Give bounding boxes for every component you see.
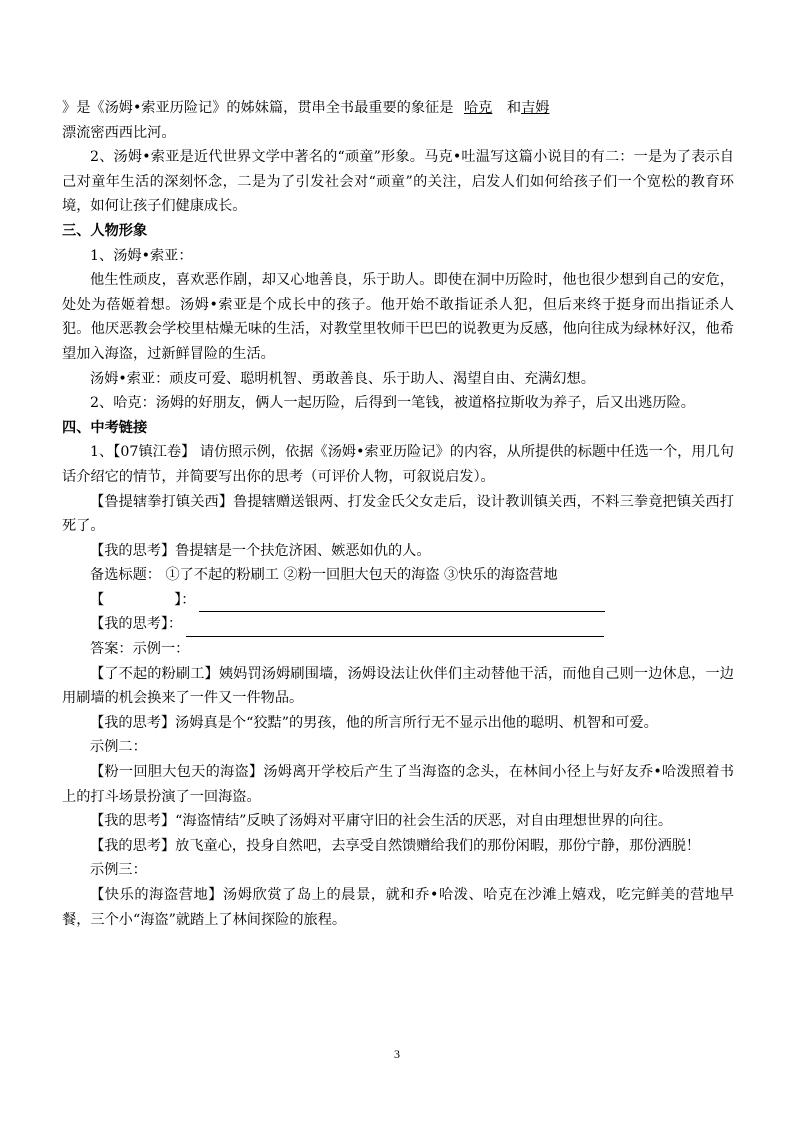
paragraph-example-3-label: 示例三：	[90, 862, 147, 879]
paragraph-tom-traits: 汤姆•索亚：顽皮可爱、聪明机智、勇敢善良、乐于助人、渴望自由、充满幻想。	[90, 370, 595, 387]
paragraph-example-2-label: 示例二：	[90, 739, 147, 756]
paragraph-answer-2-thought: 【我的思考】“海盗情结”反映了汤姆对平庸守旧的社会生活的厌恶，对自由理想世界的向往。	[90, 813, 673, 830]
bracket-close: 】：	[174, 591, 196, 608]
section-heading-characters: 三、人物形象	[62, 222, 148, 239]
my-thought-label: 【我的思考】：	[90, 616, 183, 633]
paragraph-huck: 2、哈克：汤姆的好朋友，俩人一起历险，后得到一笔钱，被道格拉斯收为养子，后又出逃历险。	[90, 395, 695, 412]
paragraph-answer-label: 答案：示例一：	[90, 641, 190, 658]
paragraph-tom-description: 他生性顽皮，喜欢恶作剧，却又心地善良，乐于助人。即使在洞中历险时，他也很少想到自己的安危，处处为蓓姬着想。汤姆•索亚是个成长中的孩子。他开始不敢指证杀人犯，但后来终于挺身而出指证杀人犯。他厌恶教会学校里枯燥无味的生活，对教堂里牧师干巴巴的说教更为反感，他向往成为绿林好汉，他希望加入海盗，过新鲜冒险的生活。	[62, 272, 734, 362]
section-heading-exam: 四、中考链接	[62, 419, 148, 436]
paragraph-answer-1-thought: 【我的思考】汤姆真是个“狡黠”的男孩，他的所言所行无不显示出他的聪明、机智和可爱。	[90, 714, 658, 731]
paragraph-example-title: 【鲁提辖拳打镇关西】鲁提辖赠送银两、打发金氏父女走后，设计教训镇关西，不料三拳竟把镇关西打死了。	[62, 493, 734, 535]
subheading-tom: 1、汤姆•索亚：	[90, 247, 193, 264]
paragraph-line-2: 漂流密西西比河。	[62, 124, 176, 141]
paragraph-exam-question: 1、【07镇江卷】 请仿照示例，依据《汤姆•索亚历险记》的内容，从所提供的标题中任选一个，用几句话介绍它的情节，并简要写出你的思考（可评价人物，可叙说启发）。	[62, 444, 734, 485]
text-segment: 和	[506, 100, 522, 116]
paragraph-line-1	[62, 96, 734, 121]
underlined-answer-jim: 吉姆	[521, 100, 550, 116]
paragraph-answer-1: 【了不起的粉刷工】姨妈罚汤姆刷围墙，汤姆设法让伙伴们主动替他干活，而他自己则一边休息，一边用刷墙的机会换来了一件又一件物品。	[62, 665, 734, 707]
paragraph-answer-2-thought-b: 【我的思考】放飞童心，投身自然吧，去享受自然馈赠给我们的那份闲暇，那份宁静，那份洒脱！	[90, 837, 701, 854]
document-page	[62, 96, 734, 932]
paragraph-example-thought: 【我的思考】鲁提辖是一个扶危济困、嫉恶如仇的人。	[90, 542, 431, 559]
paragraph-answer-3: 【快乐的海盗营地】汤姆欣赏了岛上的晨景，就和乔•哈泼、哈克在沙滩上嬉戏，吃完鲜美的营地早餐，三个小“海盗”就踏上了林间探险的旅程。	[62, 887, 734, 928]
bracket-open: 【	[90, 591, 105, 608]
paragraph-candidate-titles: 备选标题： ①了不起的粉刷工 ②粉一回胆大包天的海盗 ③快乐的海盗营地	[90, 567, 558, 584]
paragraph-answer-2: 【粉一回胆大包天的海盗】汤姆离开学校后产生了当海盗的念头，在林间小径上与好友乔•哈泼照着书上的打斗场景扮演了一回海盗。	[62, 764, 734, 805]
paragraph-purpose: 2、汤姆•索亚是近代世界文学中著名的“顽童”形象。马克•吐温写这篇小说目的有二：一是为了表示自己对童年生活的深刻怀念，二是为了引发社会对“顽童”的关注，启发人们如何给孩子们一个宽松的教育环境，如何让孩子们健康成长。	[62, 149, 734, 215]
text-segment: 》是《汤姆•索亚历险记》的姊妹篇，贯串全书最重要的象征是	[62, 100, 454, 116]
underlined-answer-huck: 哈克	[463, 100, 493, 116]
blank-title-line	[62, 588, 734, 613]
answer-underline	[199, 593, 605, 612]
thought-underline	[186, 618, 604, 637]
page-number: 3	[394, 1047, 400, 1061]
blank-thought-line	[62, 612, 734, 637]
